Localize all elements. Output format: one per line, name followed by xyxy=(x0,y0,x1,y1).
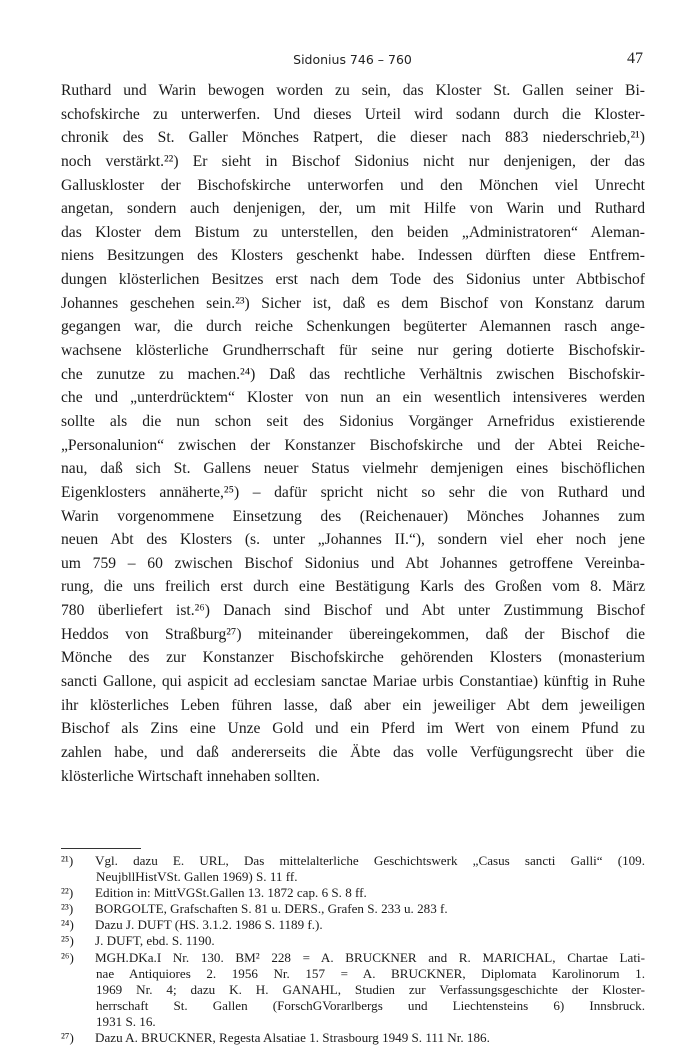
running-head: Sidonius 746 – 760 xyxy=(293,52,412,67)
text-line: Johannes geschehen sein.²³) Sicher ist, daß es dem Bischof von Konstanz darum xyxy=(61,294,645,312)
footnote-label: ²⁵) xyxy=(61,933,74,949)
text-line: Galluskloster der Bischofskirche unterworfen und den Mönchen viel Unrecht xyxy=(61,176,645,194)
footnote-25 xyxy=(61,933,645,949)
footnote-text: MGH.DKa.I Nr. 130. BM² 228 = A. BRUCKNER and R. MARICHAL, Chartae Lati- xyxy=(95,949,645,965)
text-line: Bischof als Zins eine Unze Gold und ein Pferd im Wert von einem Pfund zu xyxy=(61,720,645,738)
footnote-text: BORGOLTE, Grafschaften S. 81 u. DERS., Grafen S. 233 u. 283 f. xyxy=(95,901,448,917)
footnote-label: ²²) xyxy=(61,885,74,901)
text-line: angetan, sondern auch denjenigen, der, um mit Hilfe von Warin und Ruthard xyxy=(61,200,645,218)
text-line: neuen Abt des Klosters (s. unter „Johannes II.“), sondern viel eher noch jene xyxy=(61,531,645,549)
footnotes xyxy=(61,853,645,1046)
text-line: ihr klösterliches Leben führen lasse, daß aber ein jeweiliger Abt dem jeweiligen xyxy=(61,696,645,714)
footnote-26 xyxy=(61,950,645,966)
footnote-21 xyxy=(61,853,645,869)
footnote-22 xyxy=(61,885,645,901)
text-line: Mönche des zur Konstanzer Bischofskirche gehörenden Klosters (monasterium xyxy=(61,649,645,667)
text-line: 780 überliefert ist.²⁶) Danach sind Bischof und Abt unter Zustimmung Bischof xyxy=(61,602,645,620)
footnote-separator xyxy=(61,848,141,849)
text-line: noch verstärkt.²²) Er sieht in Bischof Sidonius nicht nur denjenigen, der das xyxy=(61,152,645,170)
footnote-26-cont: 1969 Nr. 4; dazu K. H. GANAHL, Studien zur Verfassungsgeschichte der Kloster- xyxy=(96,981,645,997)
footnote-text: Dazu A. BRUCKNER, Regesta Alsatiae 1. Strasbourg 1949 S. 111 Nr. 186. xyxy=(95,1030,490,1046)
text-line: che und „unterdrücktem“ Kloster von nun an ein wesentlich intensiveres werden xyxy=(61,389,645,407)
footnote-26-cont: 1931 S. 16. xyxy=(96,1013,156,1029)
footnote-27 xyxy=(61,1030,645,1046)
footnote-text: Dazu J. DUFT (HS. 3.1.2. 1986 S. 1189 f.). xyxy=(95,917,323,933)
text-line: dungen klösterlichen Besitzes erst nach dem Tode des Sidonius unter Abtbischof xyxy=(61,271,645,289)
text-line: klösterliche Wirtschaft innehaben sollten. xyxy=(61,767,320,785)
text-line: sollte als die nun schon seit des Sidonius Vorgänger Arnefridus existierende xyxy=(61,412,645,430)
footnote-label: ²⁴) xyxy=(61,917,74,933)
footnote-21-cont: NeujbllHistVSt. Gallen 1969) S. 11 ff. xyxy=(96,869,298,885)
text-line: sancti Gallone, qui aspicit ad ecclesiam sanctae Mariae urbis Constantiae) künftig in Ruhe xyxy=(61,673,645,691)
footnote-text: Edition in: MittVGSt.Gallen 13. 1872 cap. 6 S. 8 ff. xyxy=(95,885,367,901)
footnote-label: ²⁷) xyxy=(61,1030,74,1046)
body-text xyxy=(61,79,645,788)
text-line: Heddos von Straßburg²⁷) miteinander übereingekommen, daß der Bischof die xyxy=(61,625,645,643)
text-line: wachsene klösterliche Grundherrschaft für seine nur gering dotierte Bischofskir- xyxy=(61,342,645,360)
text-line: rung, die uns freilich erst durch eine Bestätigung Karls des Großen vom 8. März xyxy=(61,578,645,596)
footnote-label: ²⁶) xyxy=(61,949,74,965)
text-line: Warin vorgenommene Einsetzung des (Reichenauer) Mönches Johannes zum xyxy=(61,507,645,525)
page-header xyxy=(60,50,645,72)
footnote-26-cont: nae Antiquiores 2. 1956 Nr. 157 = A. BRUCKNER, Diplomata Karolinorum 1. xyxy=(96,965,645,981)
text-line: zahlen habe, und daß andererseits die Äbte das volle Verfügungsrecht über die xyxy=(61,743,645,761)
text-line: nau, daß sich St. Gallens neuer Status vielmehr demjenigen eines bischöflichen xyxy=(61,460,645,478)
text-line: gegangen war, die durch reiche Schenkungen begüterter Alemannen rasch ange- xyxy=(61,318,645,336)
text-line: das Kloster dem Bistum zu unterstellen, den beiden „Administratoren“ Aleman- xyxy=(61,223,645,241)
text-line: niens Besitzungen des Klosters geschenkt habe. Indessen dürften diese Entfrem- xyxy=(61,247,645,265)
text-line: „Personalunion“ zwischen der Konstanzer Bischofskirche und der Abtei Reiche- xyxy=(61,436,645,454)
footnote-label: ²¹) xyxy=(61,853,74,868)
footnote-text: Vgl. dazu E. URL, Das mittelalterliche Geschichtswerk „Casus sancti Galli“ (109. xyxy=(95,853,645,868)
text-line: chronik des St. Galler Mönches Ratpert, die dieser nach 883 niederschrieb,²¹) xyxy=(61,129,645,147)
text-line: um 759 – 60 zwischen Bischof Sidonius und Abt Johannes getroffene Vereinba- xyxy=(61,554,645,572)
footnote-23 xyxy=(61,901,645,917)
text-line: Ruthard und Warin bewogen worden zu sein, das Kloster St. Gallen seiner Bi- xyxy=(61,82,645,99)
text-line: Eigenklosters annäherte,²⁵) – dafür spricht nicht so sehr die von Ruthard und xyxy=(61,483,645,501)
footnote-label: ²³) xyxy=(61,901,74,917)
footnote-24 xyxy=(61,917,645,933)
page-number: 47 xyxy=(627,50,643,67)
footnote-text: J. DUFT, ebd. S. 1190. xyxy=(95,933,215,949)
text-line: schofskirche zu unterwerfen. Und dieses Urteil wird sodann durch die Kloster- xyxy=(61,105,645,123)
footnote-26-cont: herrschaft St. Gallen (ForschGVorarlbergs und Liechtensteins 6) Innsbruck. xyxy=(96,997,645,1013)
text-line: che zunutze zu machen.²⁴) Daß das rechtliche Verhältnis zwischen Bischofskir- xyxy=(61,365,645,383)
